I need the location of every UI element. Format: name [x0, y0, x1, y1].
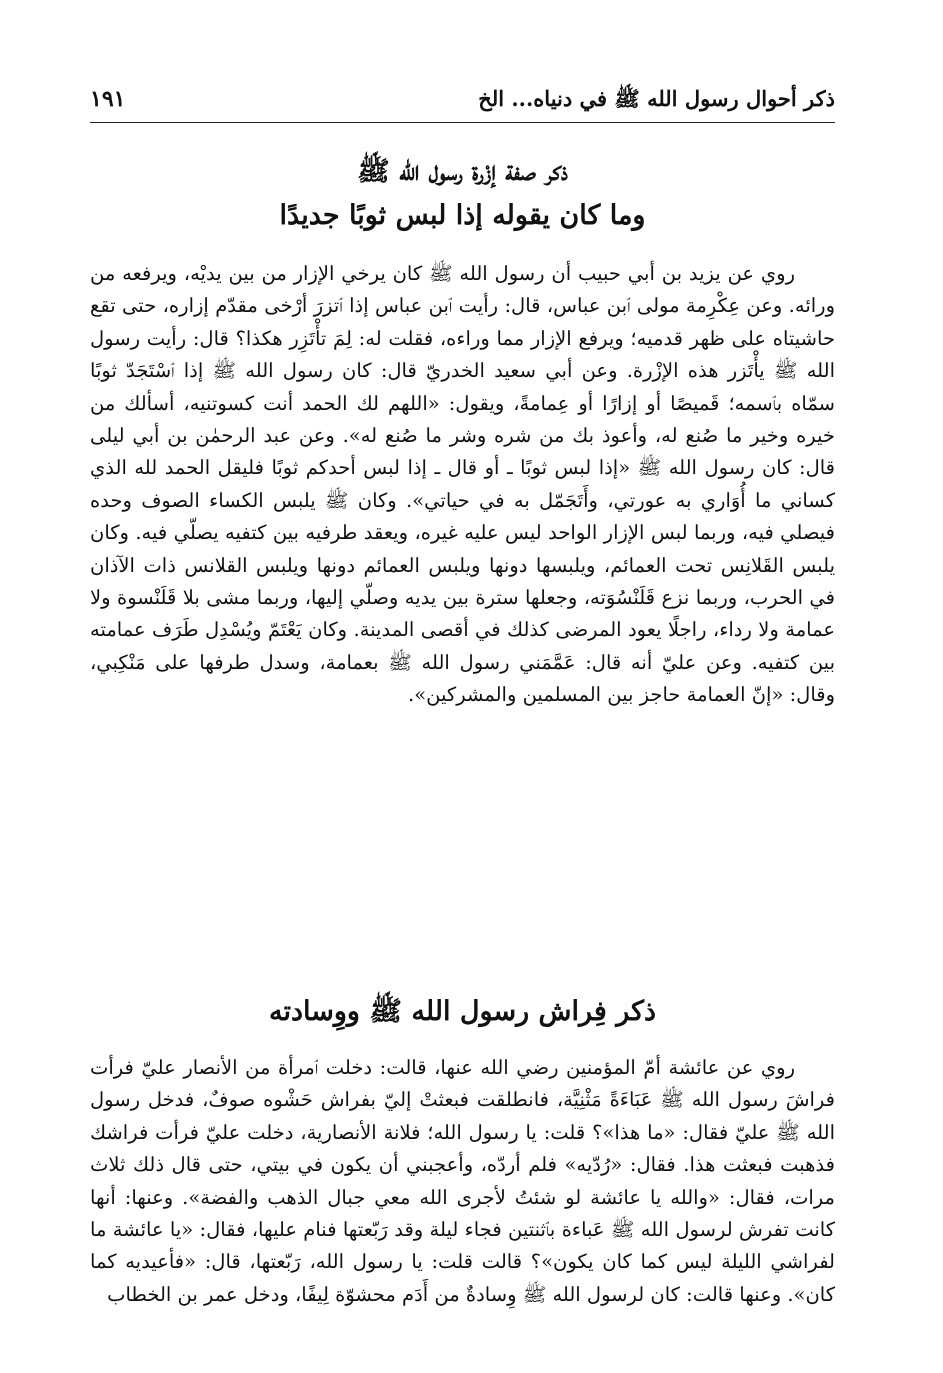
body-paragraph-bedding: روي عن عائشة أمّ المؤمنين رضي الله عنها، قالت: دخلت ٱمرأة من الأنصار عليّ فرأت فراشَ رسول الله ﷺ عَبَاءَةً مَثْنِيَّة، فانطلقت فبعثتْ إليّ بفراش حَشْوه صوفٌ، فدخل رسول الله ﷺ عليّ فقال: «ما هذا»؟ قلت: يا رسول الله؛ فلانة الأنصارية، دخلت عليّ فرأت فراشك فذهبت فبعثت هذا. فقال: «رُدّيه» فلم أردّه، وأعجبني أن يكون في بيتي، حتى قال ذلك ثلاث مرات، فقال: «والله يا عائشة لو شئتُ لأجرى الله معي جبال الذهب والفضة». وعنها: أنها كانت تفرش لرسول الله ﷺ عَباءة بٱثنتين فجاء ليلة وقد رَبّعتها فنام عليها، فقال: «يا عائشة ما لفراشي الليلة ليس كما كان يكون»؟ قالت قلت: يا رسول الله، رَبّعتها، قال: «فأعيديه كما كان». وعنها قالت: كان لرسول الله ﷺ وِسادةٌ من أَدَم محشوّة لِيفًا، ودخل عمر بن الخطاب: [90, 1056, 835, 1306]
section-title-izra: ذكر صفة إزْرة رسول الله ﷺ: [357, 156, 568, 187]
running-header: [90, 82, 835, 123]
section-subtitle-new-garment: وما كان يقوله إذا لبس ثوبًا جديدًا: [279, 200, 646, 231]
section-title-bedding: ذكر فِراش رسول الله ﷺ ووِسادته: [269, 996, 656, 1027]
book-page: [90, 82, 835, 1352]
page-number: ١٩١: [90, 86, 126, 112]
body-paragraph-izra: روي عن يزيد بن أبي حبيب أن رسول الله ﷺ كان يرخي الإزار من بين يديْه، ويرفعه من ورائه. وعن عِكْرِمة مولى ٱبن عباس، قال: رأيت ٱبن عباس إذا ٱتزرَ أرْخى مقدّم إزاره، حتى تقع حاشيتاه على ظهر قدميه؛ ويرفع الإزار مما وراءه، فقلت له: لِمَ تأْتَزِر هكذا؟ قال: رأيت رسول الله ﷺ يأْتَزر هذه الإزْرة. وعن أبي سعيد الخدريّ قال: كان رسول الله ﷺ إذا ٱسْتَجَدّ ثوبًا سمّاه بٱسمه؛ قَميصًا أو إزارًا أو عِمامةً، ويقول: «اللهم لك الحمد أنت كسوتنيه، أسألك من خيره وخير ما صُنع له، وأعوذ بك من شره وشر ما صُنع له». وعن عبد الرحمٰن بن أبي ليلى قال: كان رسول الله ﷺ «إذا لبس ثوبًا ـ أو قال ـ إذا لبس أحدكم ثوبًا فليقل الحمد لله الذي كساني ما أُوَاري به عورتي، وأَتَجَمّل به في حياتي». وكان ﷺ يلبس الكساء الصوف وحده فيصلي فيه، وربما لبس الإزار الواحد ليس عليه غيره، ويعقد طرفيه بين كتفيه يصلّي فيه. وكان يلبس القَلانِس تحت العمائم، ويلبسها دونها ويلبس العمائم دونها ويلبس القلانس ذات الآذان في الحرب، وربما نزع قَلَنْسُوَته، وجعلها سترة بين يديه وصلّي إليها، وربما مشى بلا قَلَنْسوة ولا عمامة ولا رداء، راجلًا يعود المرضى كذلك في أقصى المدينة. وكان يَعْتَمّ ويُسْدِل طَرَف عمامته بين كتفيه. وعن عليّ أنه قال: عَمَّمَني رسول الله ﷺ بعمامة، وسدل طرفها على مَنْكِبي، وقال: «إنّ العمامة حاجز بين المسلمين والمشركين».: [90, 262, 835, 707]
running-title: ذكر أحوال رسول الله ﷺ في دنياه... الخ: [478, 86, 835, 111]
